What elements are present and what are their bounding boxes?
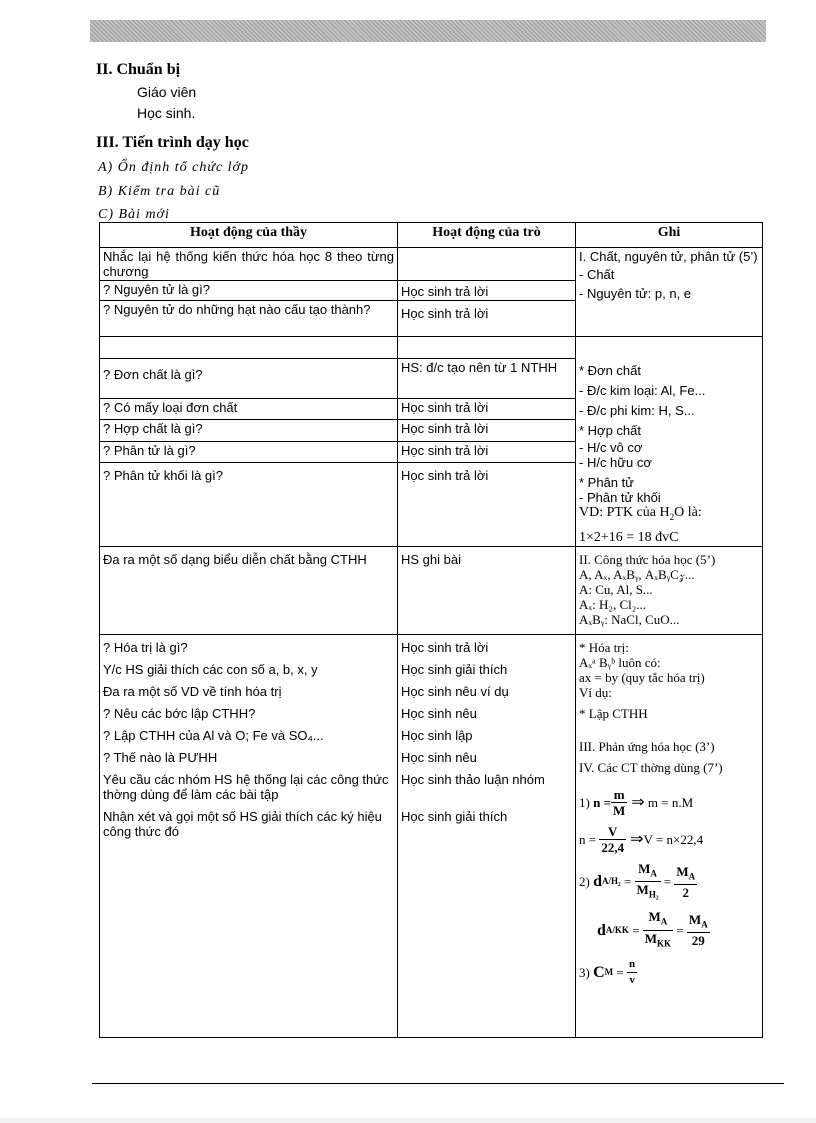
student-cell: Học sinh trả lời [398,420,576,441]
table-row [100,634,763,1037]
teacher-line: Yêu cầu các nhóm HS hệ thống lại các công thức thờng dùng để làm các bài tập [103,771,389,802]
note-line: - H/c hữu cơ [579,455,652,470]
student-line: Học sinh giải thích [401,808,508,824]
student-line: Học sinh nêu [401,749,477,765]
note-line: AₓBᵧ: NaCl, CuO... [579,611,680,627]
section-2-title: II. Chuẩn bị [96,61,181,78]
header-decorative-bar [90,20,766,42]
note-line: Aₓ: H₂, Cl₂... [579,596,647,612]
note-line: Ví dụ: [579,684,612,700]
footer-rule [92,1083,784,1084]
section-3-title: III. Tiến trình dạy học [96,134,249,151]
student-cell: HS ghi bài [398,546,576,634]
student-cell: Học sinh trả lời [398,301,576,337]
note-line: * Đơn chất [579,363,641,378]
table-row [100,337,763,359]
note-line: A, Aₓ, AₓBᵧ, AₓBᵧC𝓏... [579,566,695,582]
teacher-cell: ? Nguyên tử do những hạt nào cấu tạo thành? [100,301,398,337]
teacher-line: ? Lập CTHH của Al và O; Fe và SO₄... [103,727,324,743]
note-cell [576,546,763,634]
student-cell: Học sinh trả lời [398,399,576,420]
page-bottom-edge [0,1118,816,1123]
note-line: * Hợp chất [579,423,641,438]
student-cell: HS: đ/c tạo nên từ 1 NTHH [398,359,576,399]
note-line: - Phân tử khối [579,490,661,505]
formula-3: 2) d A/H₂ = $\frac{M_A}{M_{H_2}}$ = $\frac{M_A}{2}$ [579,860,696,901]
student-cell [398,248,576,281]
teacher-cell: ? Nguyên tử là gì? [100,281,398,301]
note-example: VD: PTK của $H_2O$ là: [579,505,702,522]
note-line: * Lập CTHH [579,705,648,721]
note-line: II. Công thức hóa học (5’) [579,551,716,567]
student-line: Học sinh nêu [401,705,477,721]
teacher-line: Nhận xét và gọi một số HS giải thích các ký hiệu công thức đó [103,808,382,839]
section-2-item: Học sinh. [137,105,196,121]
note-cell [576,634,763,1037]
header-teacher: Hoạt động của thầy [100,223,398,248]
student-cell: Học sinh trả lời [398,441,576,462]
student-cell: Học sinh trả lời [398,281,576,301]
note-cell [576,248,763,337]
step-b: B) Kiểm tra bài cũ [98,184,221,199]
note-line: I. Chất, nguyên tử, phân tử (5’) [579,249,758,264]
student-line: Học sinh thảo luận nhóm [401,771,545,787]
note-line: * Hóa trị: [579,639,629,655]
note-line: ax = by (quy tắc hóa trị) [579,669,705,685]
section-2-item: Giáo viên [137,84,197,100]
table-header-row [100,223,763,248]
teacher-cell: ? Hợp chất là gì? [100,420,398,441]
teacher-cell [100,634,398,1037]
formula-4: d A/KK = $\frac{M_A}{M_{KK}}$ = $\frac{M_A}{29}$ [597,908,708,949]
student-cell: Học sinh trả lời [398,462,576,546]
formula-1: 1) n = $\frac{m}{M}$ ⇒ m = n.M [579,786,694,818]
header-note: Ghi [576,223,763,248]
note-line: - Nguyên tử: p, n, e [579,286,692,301]
note-line: - Đ/c phi kim: H, S... [579,403,695,418]
table-row [100,248,763,281]
teacher-cell: ? Phân tử là gì? [100,441,398,462]
note-line: A: Cu, Al, S... [579,581,653,597]
student-cell [398,634,576,1037]
teacher-cell: Đa ra một số dạng biểu diễn chất bằng CTHH [100,546,398,634]
lesson-table [99,222,763,1038]
step-c: C) Bài mới [98,207,170,222]
header-student: Hoạt động của trò [398,223,576,248]
teacher-line: Y/c HS giải thích các con số a, b, x, y [103,661,318,677]
note-line: III. Phản ứng hóa học (3’) [579,738,715,754]
note-cell [576,337,763,547]
teacher-cell: ? Có mấy loại đơn chất [100,399,398,420]
student-line: Học sinh trả lời [401,639,489,655]
teacher-cell: ? Đơn chất là gì? [100,359,398,399]
formula-5: 3) C M = $\frac{n}{v}$ [579,958,636,987]
teacher-cell: Nhắc lại hệ thống kiến thức hóa học 8 theo từng chương [100,248,398,281]
table-row [100,546,763,634]
note-line: IV. Các CT thờng dùng (7’) [579,759,723,775]
student-line: Học sinh giải thích [401,661,508,677]
formula-2: n = $\frac{V}{22,4}$ ⇒ V = n×22,4 [579,823,704,855]
note-calc: 1×2+16 = 18 đvC [579,529,679,545]
teacher-cell [100,337,398,359]
student-line: Học sinh lập [401,727,473,743]
teacher-cell: ? Phân tử khối là gì? [100,462,398,546]
student-cell [398,337,576,359]
note-line: - Chất [579,267,615,282]
teacher-line: ? Thế nào là PƯHH [103,749,218,765]
note-line: - H/c vô cơ [579,440,643,455]
teacher-line: Đa ra một số VD về tính hóa trị [103,683,282,699]
step-a: A) Ổn định tổ chức lớp [98,160,250,175]
note-line: * Phân tử [579,475,634,490]
teacher-line: ? Hóa trị là gì? [103,639,188,655]
note-line: - Đ/c kim loại: Al, Fe... [579,383,706,398]
student-line: Học sinh nêu ví dụ [401,683,509,699]
teacher-line: ? Nêu các bớc lập CTHH? [103,705,256,721]
note-line: Aₓᵃ Bᵧᵇ luôn có: [579,654,661,670]
